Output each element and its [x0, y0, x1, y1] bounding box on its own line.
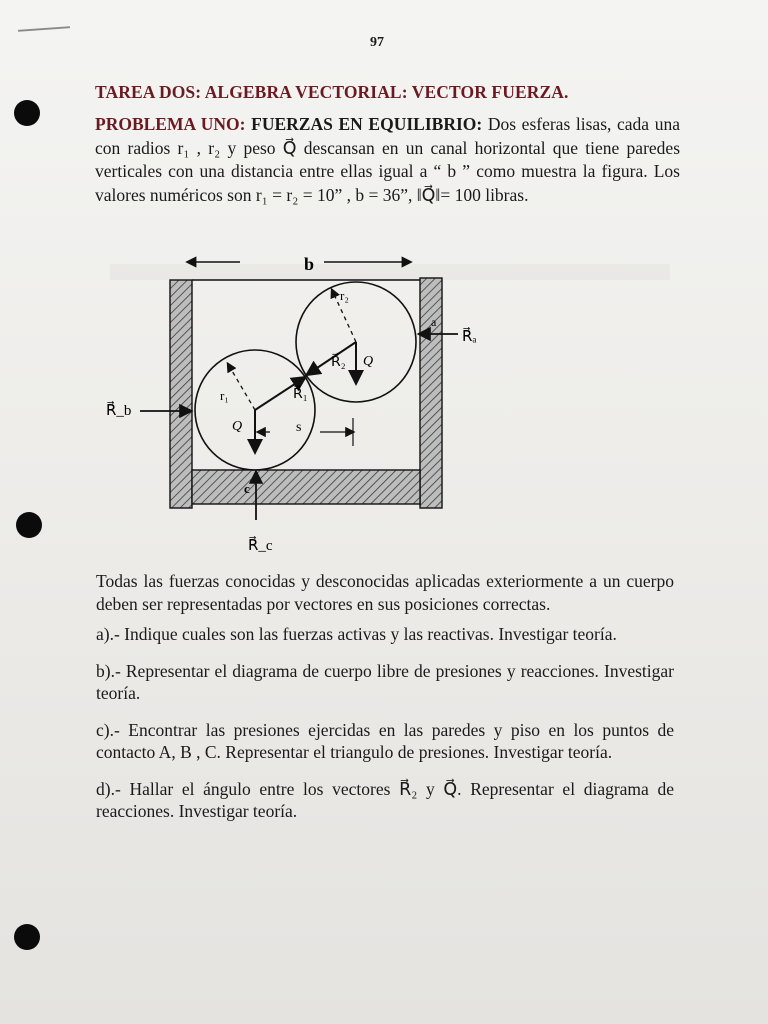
problem-subject: FUERZAS EN EQUILIBRIO: [251, 114, 483, 134]
question-b: b).- Representar el diagrama de cuerpo libre de presiones y reacciones. Investigar teoría. [96, 660, 674, 703]
left-wall [170, 280, 192, 508]
page-number: 97 [370, 35, 384, 50]
channel-floor [192, 470, 420, 504]
instructions [96, 570, 674, 837]
label-Rb: R⃗_b [106, 403, 132, 419]
label-Q-two: Q⃗ [363, 354, 384, 369]
label-Ra: R⃗ₐ [462, 329, 477, 345]
binder-hole-icon [14, 924, 40, 950]
label-Rc: R⃗_c [248, 538, 273, 554]
problem-heading: PROBLEMA UNO: [95, 114, 246, 134]
question-a: a).- Indique cuales son las fuerzas activas y las reactivas. Investigar teoría. [96, 624, 617, 644]
right-wall [420, 278, 442, 508]
label-s: s [296, 420, 302, 435]
question-c: c).- Encontrar las presiones ejercidas en las paredes y piso en los puntos de contacto A, B , C. Representar el triangulo de presiones. Investigar teoría. [96, 719, 674, 762]
label-a: a [431, 315, 437, 329]
page-title: TAREA DOS: ALGEBRA VECTORIAL: VECTOR FUERZA. [95, 82, 569, 102]
label-R1: R⃗₁ [293, 387, 308, 402]
label-r2: r₂ [340, 288, 349, 303]
question-d: d).- Hallar el ángulo entre los vectores R⃗₂ y Q⃗. Representar el diagrama de reacciones. Investigar teoría. [96, 778, 674, 821]
label-R2: R⃗₂ [331, 355, 346, 370]
problem-text: Dos esferas lisas, cada una con radios r₁ , r₂ y peso Q⃗ descansan en un canal horizontal que tiene paredes verticales con una distancia entre ellas igual a “ b ” como muestra la figura. Los valores numéricos son r₁ = r₂ = 10” , b = 36”, ‖Q⃗‖= 100 libras. [95, 114, 680, 205]
label-r1: r₁ [220, 388, 229, 403]
label-Q-one: Q⃗ [232, 419, 253, 434]
intro-paragraph: Todas las fuerzas conocidas y desconocidas aplicadas exteriormente a un cuerpo deben ser representadas por vectores en sus posiciones correctas. [96, 571, 674, 614]
problem-statement [95, 113, 680, 207]
equilibrium-figure [100, 248, 520, 568]
radius-r1 [228, 364, 255, 410]
label-c: c [244, 481, 250, 496]
binder-hole-icon [16, 512, 42, 538]
binder-hole-icon [14, 100, 40, 126]
pencil-mark [18, 26, 70, 32]
label-b: b [304, 254, 315, 274]
